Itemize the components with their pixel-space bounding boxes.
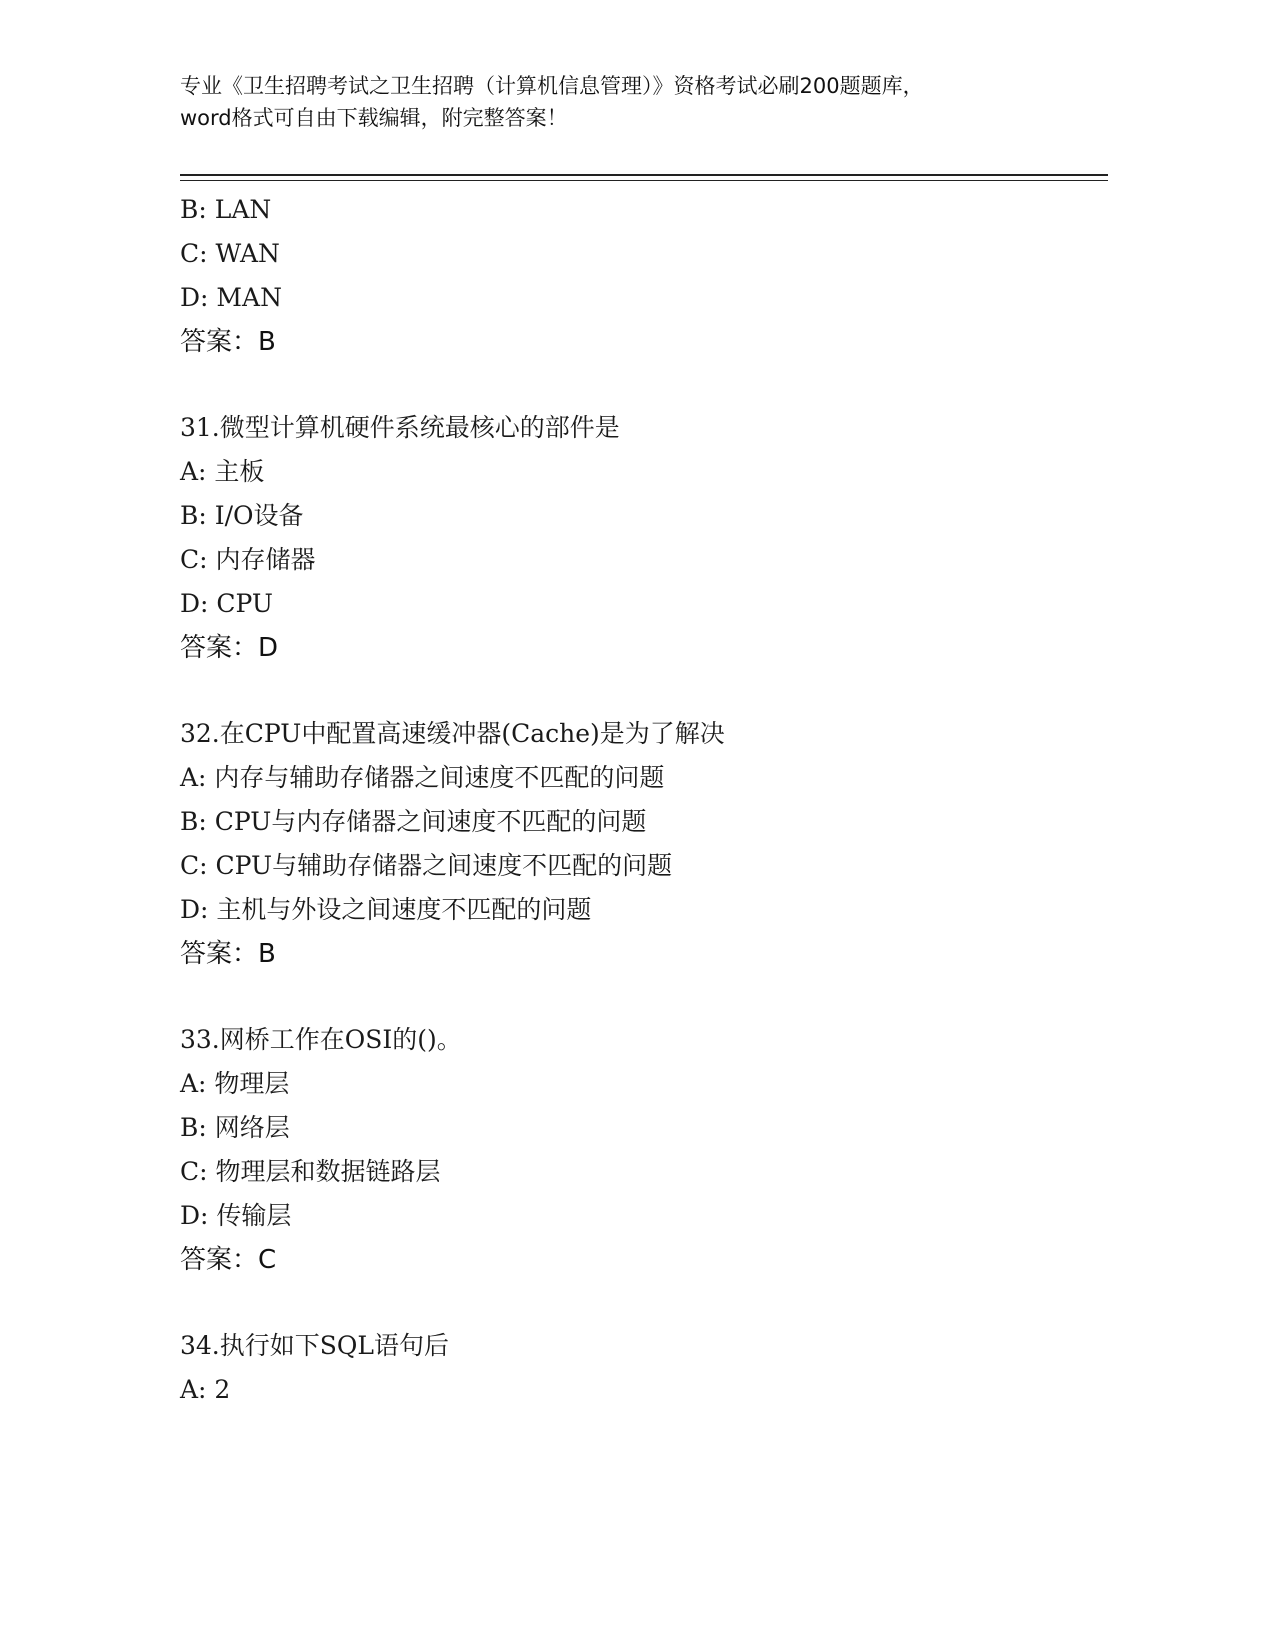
option-c: C: WAN — [180, 239, 280, 268]
answer-label: 答案：B — [180, 939, 276, 969]
option-d: D: 传输层 — [180, 1201, 292, 1230]
option-b: B: 网络层 — [180, 1113, 290, 1142]
option-c: C: 内存储器 — [180, 545, 316, 574]
option-a: A: 主板 — [180, 457, 265, 486]
option-a: A: 2 — [180, 1375, 231, 1404]
option-b: B: CPU与内存储器之间速度不匹配的问题 — [180, 807, 647, 836]
option-c: C: 物理层和数据链路层 — [180, 1157, 441, 1186]
answer-label: 答案：B — [180, 327, 276, 357]
answer-label: 答案：C — [180, 1245, 277, 1275]
question-33 — [180, 1018, 1100, 1282]
question-34 — [180, 1324, 1100, 1412]
header-divider-thick — [180, 174, 1108, 176]
header-title-line-2: word格式可自由下载编辑，附完整答案！ — [180, 106, 568, 130]
option-a: A: 内存与辅助存储器之间速度不匹配的问题 — [180, 763, 665, 792]
question-title: 31.微型计算机硬件系统最核心的部件是 — [180, 413, 620, 442]
header-divider-thin — [180, 180, 1108, 181]
option-d: D: CPU — [180, 589, 273, 618]
answer-label: 答案：D — [180, 633, 279, 663]
question-31 — [180, 406, 1100, 670]
option-b: B: I/O设备 — [180, 501, 304, 530]
question-title: 32.在CPU中配置高速缓冲器(Cache)是为了解决 — [180, 719, 725, 748]
question-32 — [180, 712, 1100, 976]
option-d: D: 主机与外设之间速度不匹配的问题 — [180, 895, 592, 924]
option-d: D: MAN — [180, 283, 282, 312]
question-title: 34.执行如下SQL语句后 — [180, 1331, 449, 1360]
header-title-line-1: 专业《卫生招聘考试之卫生招聘（计算机信息管理）》资格考试必刷200题题库， — [180, 74, 924, 98]
option-b: B: LAN — [180, 195, 272, 224]
question-title: 33.网桥工作在OSI的()。 — [180, 1025, 462, 1054]
question-30-continued — [180, 188, 1100, 364]
option-c: C: CPU与辅助存储器之间速度不匹配的问题 — [180, 851, 673, 880]
document-header — [180, 70, 1100, 134]
option-a: A: 物理层 — [180, 1069, 290, 1098]
question-list — [180, 188, 1100, 1412]
